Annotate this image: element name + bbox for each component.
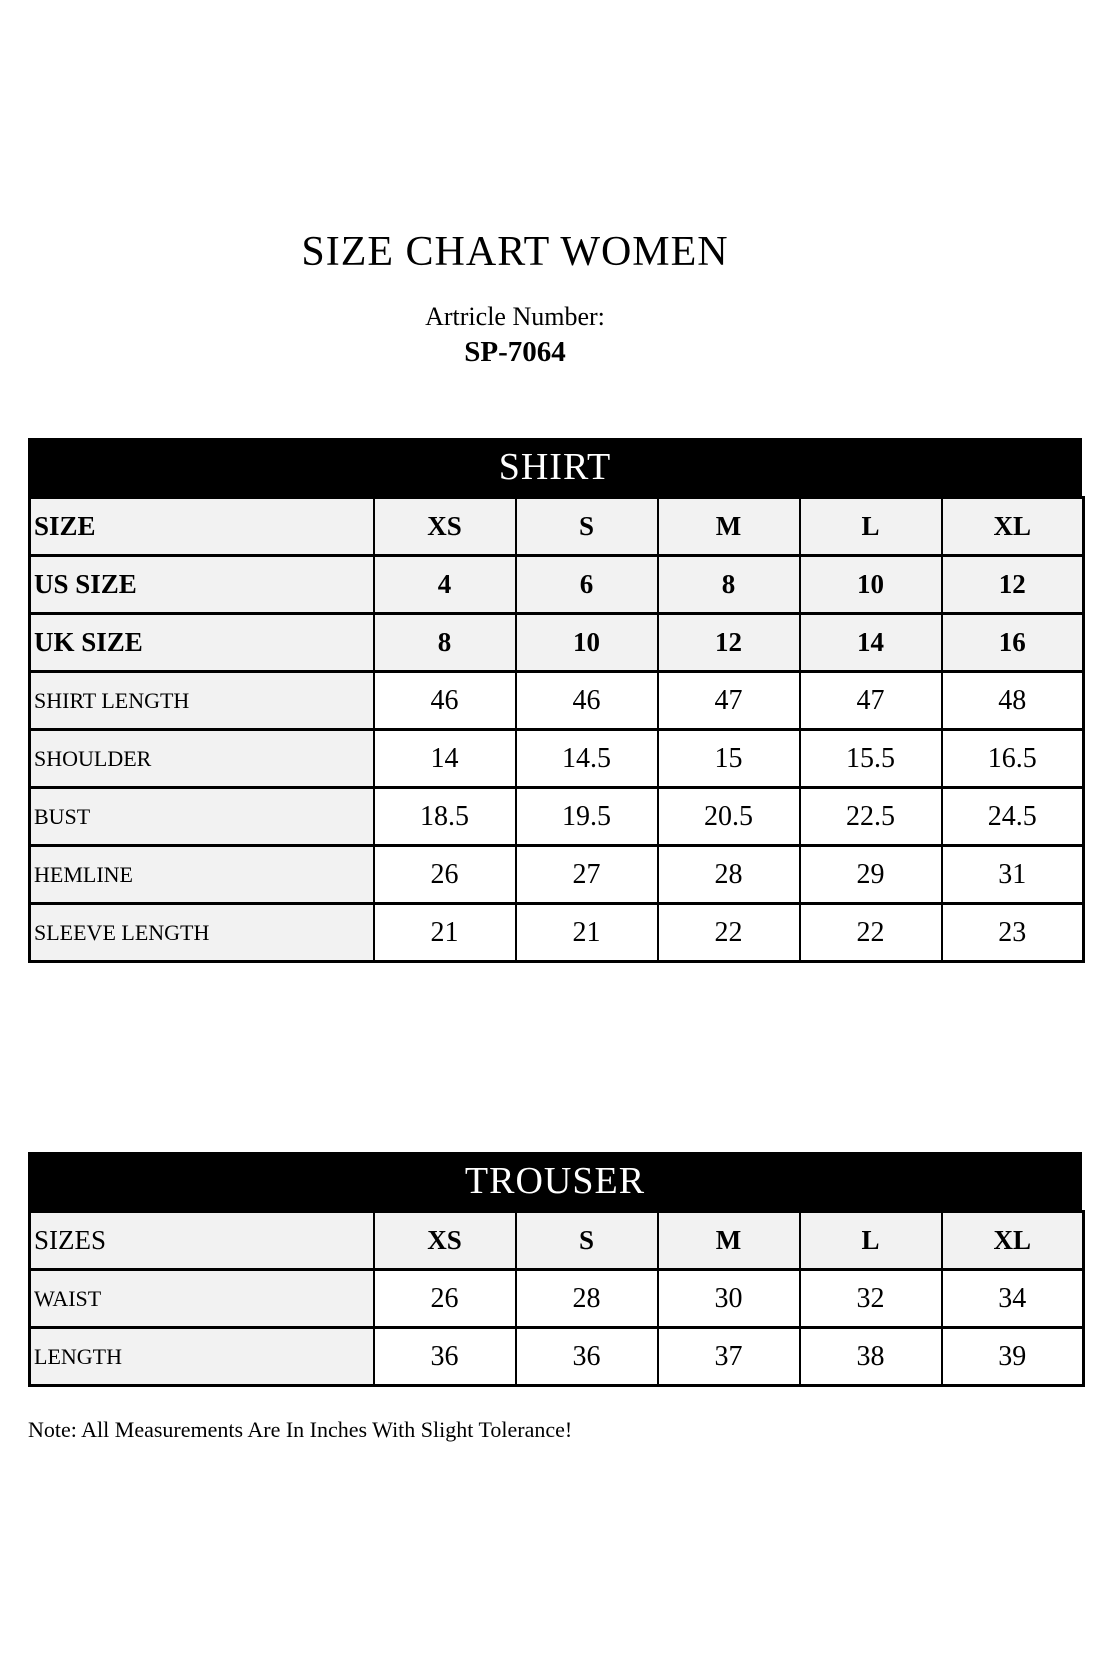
size-value-cell: 29 [800,846,942,904]
table-row [30,904,1084,962]
size-value-cell: 16 [942,614,1084,672]
size-value-cell: 31 [942,846,1084,904]
size-value-cell: 10 [516,614,658,672]
row-label: SHOULDER [30,730,374,788]
table-row [30,498,1084,556]
size-value-cell: 36 [374,1328,516,1386]
row-label: SIZE [30,498,374,556]
size-value-cell: 39 [942,1328,1084,1386]
size-value-cell: 38 [800,1328,942,1386]
size-value-cell: 26 [374,846,516,904]
shirt-size-table [28,496,1085,963]
measurement-note: Note: All Measurements Are In Inches With Slight Tolerance! [28,1417,573,1442]
table-row [30,788,1084,846]
size-value-cell: XL [942,1212,1084,1270]
table-row [30,614,1084,672]
table-row [30,672,1084,730]
size-value-cell: 15 [658,730,800,788]
size-value-cell: 47 [658,672,800,730]
size-value-cell: 19.5 [516,788,658,846]
article-number-value: SP-7064 [464,336,566,368]
shirt-size-table-section [28,438,1082,963]
row-label: BUST [30,788,374,846]
size-value-cell: 24.5 [942,788,1084,846]
size-value-cell: M [658,498,800,556]
table-row [30,1270,1084,1328]
size-value-cell: L [800,1212,942,1270]
size-value-cell: S [516,498,658,556]
size-value-cell: 23 [942,904,1084,962]
size-value-cell: 30 [658,1270,800,1328]
row-label: HEMLINE [30,846,374,904]
size-value-cell: 4 [374,556,516,614]
size-value-cell: XL [942,498,1084,556]
size-value-cell: 12 [942,556,1084,614]
size-value-cell: M [658,1212,800,1270]
size-value-cell: 8 [658,556,800,614]
size-value-cell: 21 [516,904,658,962]
size-value-cell: 22 [800,904,942,962]
size-value-cell: 26 [374,1270,516,1328]
size-value-cell: 18.5 [374,788,516,846]
trouser-size-table-section [28,1152,1082,1387]
trouser-size-table [28,1210,1085,1387]
row-label: SLEEVE LENGTH [30,904,374,962]
row-label: UK SIZE [30,614,374,672]
size-value-cell: 28 [516,1270,658,1328]
shirt-table-title: SHIRT [28,438,1082,496]
size-value-cell: 22 [658,904,800,962]
size-value-cell: 12 [658,614,800,672]
size-value-cell: 14.5 [516,730,658,788]
size-value-cell: 27 [516,846,658,904]
size-value-cell: 34 [942,1270,1084,1328]
size-value-cell: 22.5 [800,788,942,846]
size-value-cell: 14 [800,614,942,672]
size-value-cell: 47 [800,672,942,730]
size-value-cell: 20.5 [658,788,800,846]
trouser-table-title: TROUSER [28,1152,1082,1210]
article-number-label: Artricle Number: [425,302,605,331]
table-row [30,846,1084,904]
size-value-cell: 21 [374,904,516,962]
size-value-cell: 48 [942,672,1084,730]
size-value-cell: 37 [658,1328,800,1386]
row-label: LENGTH [30,1328,374,1386]
size-value-cell: L [800,498,942,556]
size-value-cell: 32 [800,1270,942,1328]
row-label: US SIZE [30,556,374,614]
table-row [30,556,1084,614]
size-value-cell: 6 [516,556,658,614]
size-value-cell: XS [374,498,516,556]
size-value-cell: 15.5 [800,730,942,788]
row-label: WAIST [30,1270,374,1328]
row-label: SIZES [30,1212,374,1270]
size-value-cell: 16.5 [942,730,1084,788]
size-value-cell: 8 [374,614,516,672]
size-value-cell: 10 [800,556,942,614]
size-value-cell: XS [374,1212,516,1270]
row-label: SHIRT LENGTH [30,672,374,730]
size-value-cell: 46 [374,672,516,730]
size-value-cell: 36 [516,1328,658,1386]
page-title: SIZE CHART WOMEN [301,229,729,275]
table-row [30,1328,1084,1386]
size-value-cell: 46 [516,672,658,730]
page-heading [0,0,1030,369]
size-value-cell: S [516,1212,658,1270]
size-value-cell: 14 [374,730,516,788]
size-value-cell: 28 [658,846,800,904]
table-row [30,730,1084,788]
table-row [30,1212,1084,1270]
